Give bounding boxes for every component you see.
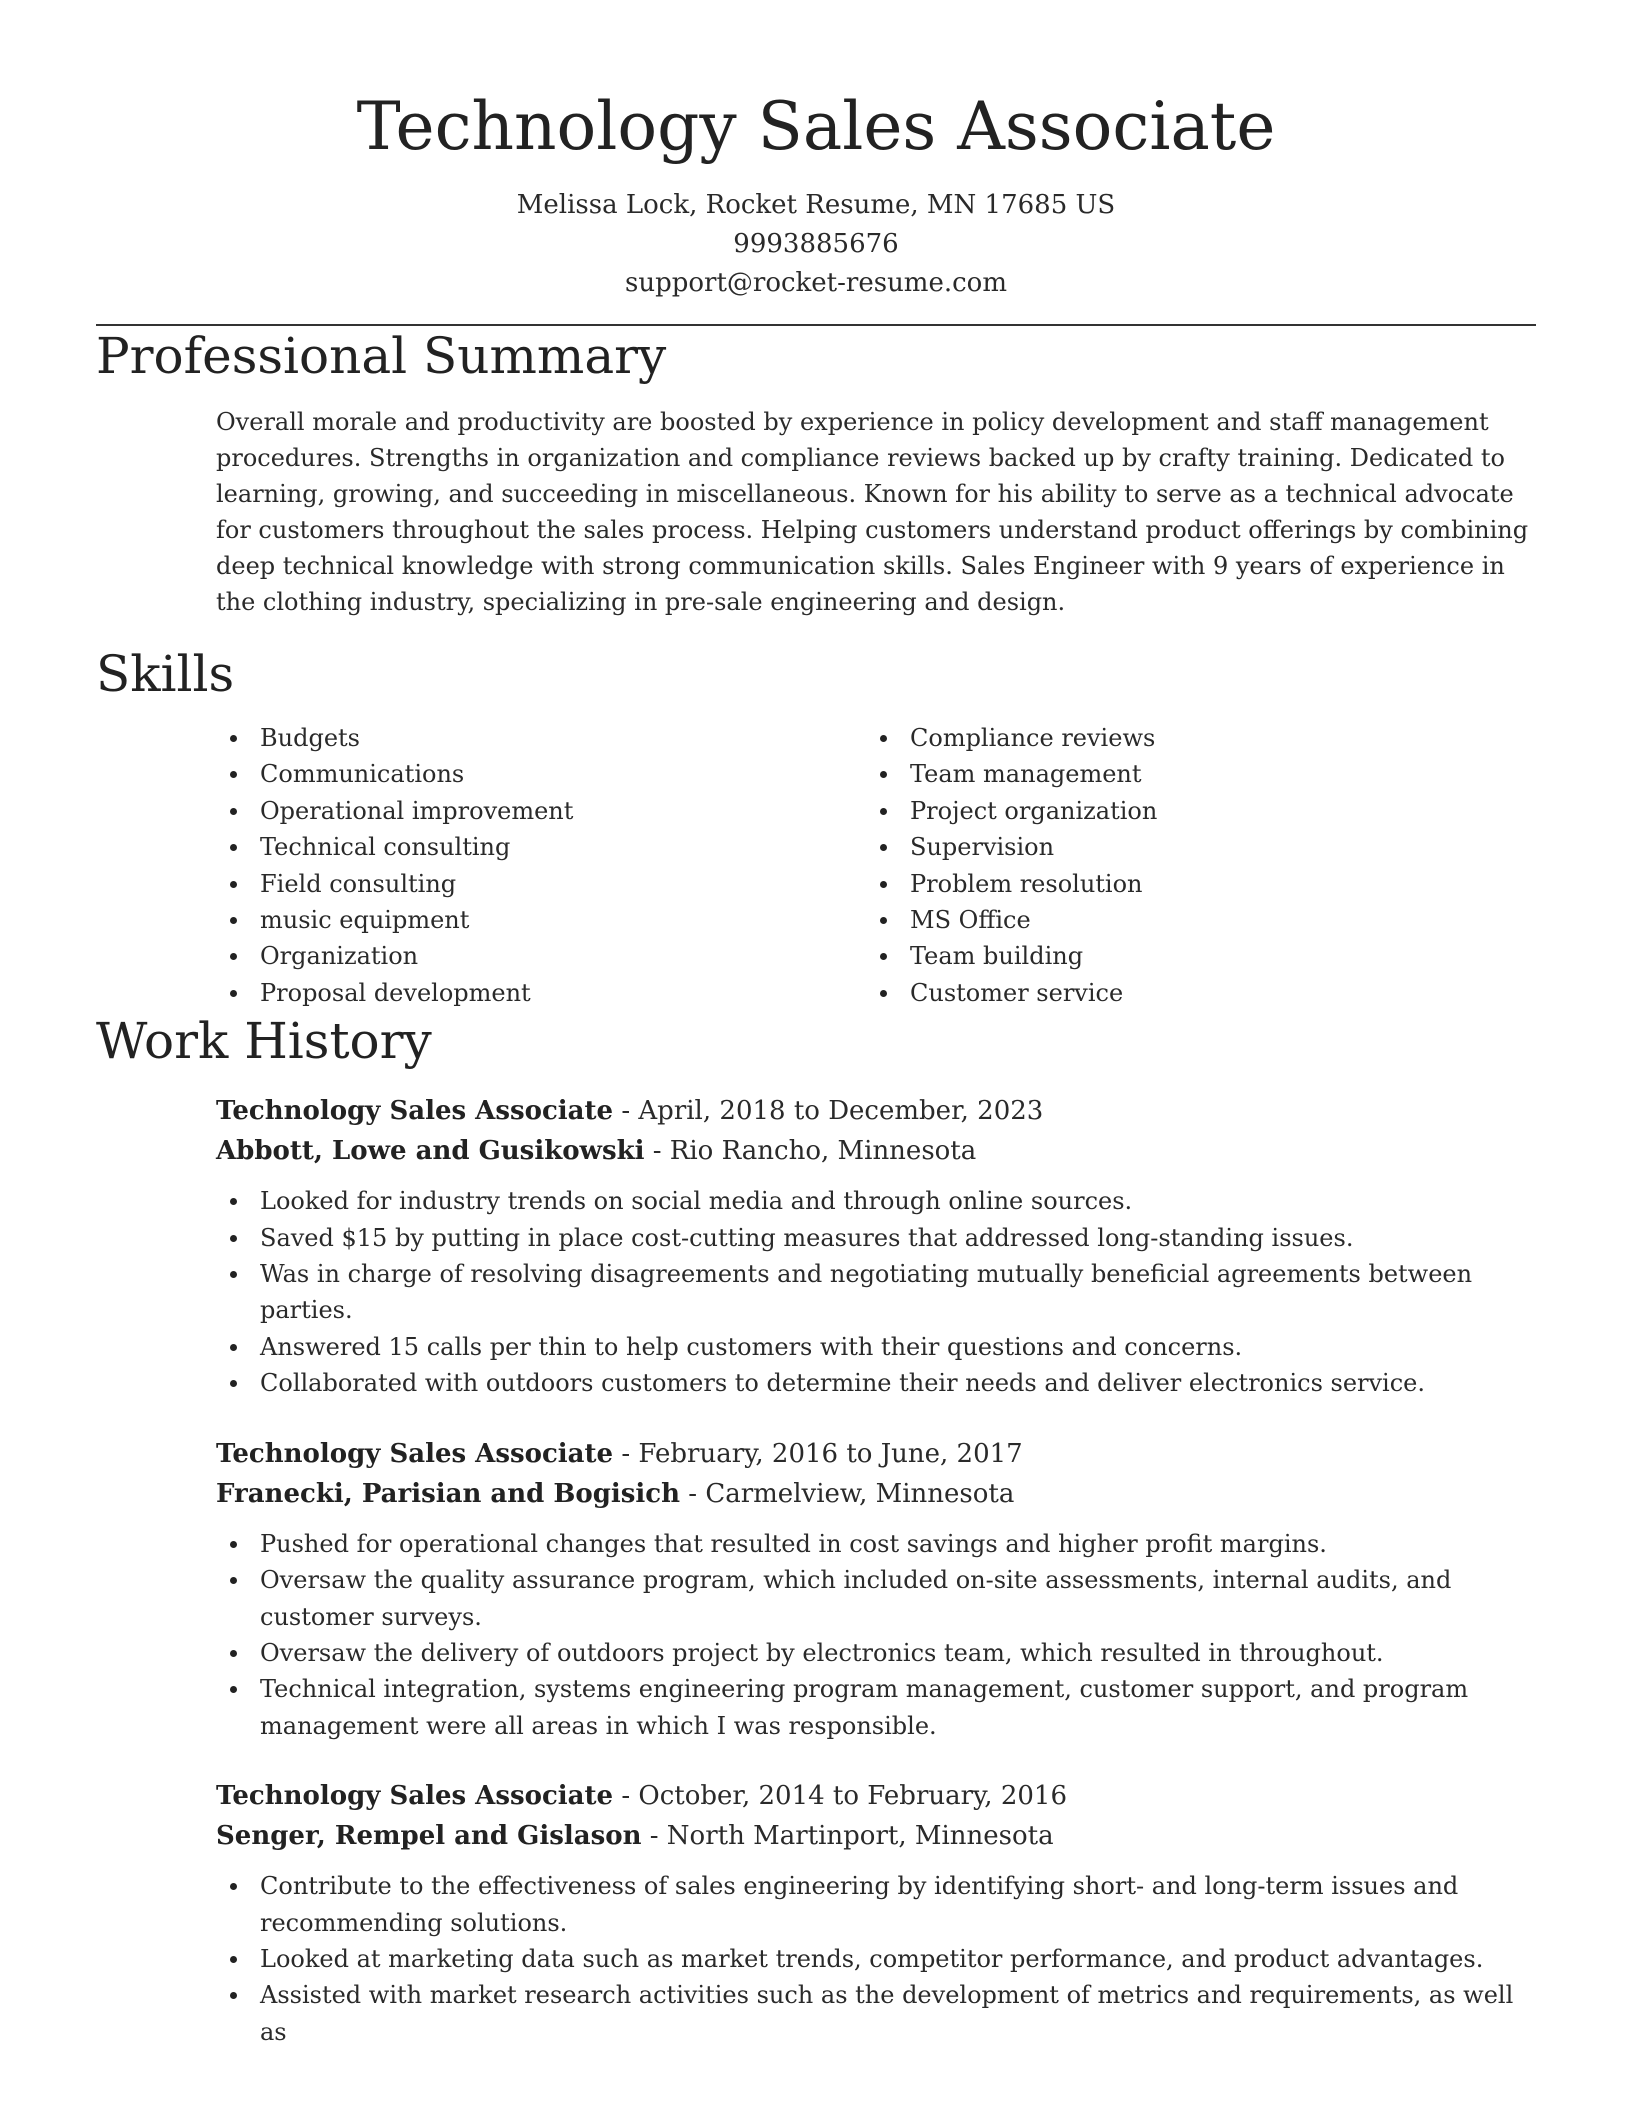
skill-item: Proposal development bbox=[216, 975, 866, 1011]
skill-item: Field consulting bbox=[216, 866, 866, 902]
skill-item: MS Office bbox=[866, 902, 1516, 938]
skill-item: Problem resolution bbox=[866, 866, 1516, 902]
skills-list bbox=[216, 720, 1536, 1011]
job-title: Technology Sales Associate bbox=[216, 1096, 614, 1127]
job-bullet: Oversaw the delivery of outdoors project by electronics team, which resulted in throughout. bbox=[216, 1635, 1536, 1671]
job-title: Technology Sales Associate bbox=[216, 1438, 614, 1469]
job-entry bbox=[216, 1434, 1536, 1744]
job-location: - North Martinport, Minnesota bbox=[641, 1821, 1054, 1852]
skill-item: Supervision bbox=[866, 829, 1516, 865]
skill-item: Project organization bbox=[866, 793, 1516, 829]
job-company-line bbox=[216, 1474, 1536, 1514]
resume-page bbox=[96, 0, 1536, 2050]
job-bullet: Contribute to the effectiveness of sales engineering by identifying short- and long-term issues and recommending solutions. bbox=[216, 1868, 1536, 1941]
job-bullets bbox=[216, 1183, 1536, 1401]
skills-column-right bbox=[866, 720, 1516, 1011]
skill-item: Technical consulting bbox=[216, 829, 866, 865]
contact-address: Melissa Lock, Rocket Resume, MN 17685 US bbox=[516, 190, 1116, 220]
job-company: Abbott, Lowe and Gusikowski bbox=[216, 1136, 645, 1167]
job-dates: - October, 2014 to February, 2016 bbox=[613, 1781, 1067, 1812]
job-bullets bbox=[216, 1868, 1536, 2050]
job-bullet: Oversaw the quality assurance program, which included on-site assessments, internal audits, and customer surveys. bbox=[216, 1562, 1536, 1635]
contact-block bbox=[96, 186, 1536, 303]
job-company: Senger, Rempel and Gislason bbox=[216, 1821, 642, 1852]
job-company: Franecki, Parisian and Bogisich bbox=[216, 1478, 681, 1509]
job-title-line bbox=[216, 1776, 1536, 1816]
skill-item: Operational improvement bbox=[216, 793, 866, 829]
skills-column-left bbox=[216, 720, 866, 1011]
resume-title: Technology Sales Associate bbox=[356, 88, 1276, 165]
job-bullets bbox=[216, 1526, 1536, 1744]
job-bullet: Collaborated with outdoors customers to determine their needs and deliver electronics service. bbox=[216, 1365, 1536, 1401]
job-title: Technology Sales Associate bbox=[216, 1781, 614, 1812]
job-title-line bbox=[216, 1091, 1536, 1131]
summary-heading: Professional Summary bbox=[96, 327, 667, 385]
job-bullet: Pushed for operational changes that resulted in cost savings and higher profit margins. bbox=[216, 1526, 1536, 1562]
skill-item: Customer service bbox=[866, 975, 1516, 1011]
job-bullet: Assisted with market research activities such as the development of metrics and requirements, as well as bbox=[216, 1977, 1536, 2050]
job-entry bbox=[216, 1091, 1536, 1401]
skill-item: Organization bbox=[216, 938, 866, 974]
skill-item: Communications bbox=[216, 756, 866, 792]
skill-item: Compliance reviews bbox=[866, 720, 1516, 756]
contact-email[interactable]: support@rocket-resume.com bbox=[624, 268, 1007, 298]
skills-heading: Skills bbox=[96, 645, 235, 703]
summary-text: Overall morale and productivity are boosted by experience in policy development and staff management procedures. Strengths in organization and compliance reviews backed up by crafty training. Dedicated to learning, growing, and succeeding in miscellaneous. Known for his ability to serve as a technical advocate for customers throughout the sales process. Helping customers understand product offerings by combining deep technical knowledge with strong communication skills. Sales Engineer with 9 years of experience in the clothing industry, specializing in pre-sale engineering and design. bbox=[216, 408, 1529, 616]
skill-item: Team building bbox=[866, 938, 1516, 974]
job-company-line bbox=[216, 1131, 1536, 1171]
job-bullet: Technical integration, systems engineering program management, customer support, and program management were all areas in which I was responsible. bbox=[216, 1671, 1536, 1744]
job-dates: - April, 2018 to December, 2023 bbox=[613, 1096, 1044, 1127]
job-bullet: Answered 15 calls per thin to help customers with their questions and concerns. bbox=[216, 1329, 1536, 1365]
job-company-line bbox=[216, 1816, 1536, 1856]
job-bullet: Was in charge of resolving disagreements and negotiating mutually beneficial agreements between parties. bbox=[216, 1256, 1536, 1329]
skill-item: music equipment bbox=[216, 902, 866, 938]
job-dates: - February, 2016 to June, 2017 bbox=[613, 1438, 1023, 1469]
contact-phone: 9993885676 bbox=[733, 229, 899, 259]
work-history-heading: Work History bbox=[96, 1012, 432, 1071]
job-bullet: Looked for industry trends on social media and through online sources. bbox=[216, 1183, 1536, 1219]
job-title-line bbox=[216, 1434, 1536, 1474]
job-bullet: Looked at marketing data such as market trends, competitor performance, and product advantages. bbox=[216, 1941, 1536, 1977]
skill-item: Team management bbox=[866, 756, 1516, 792]
job-bullet: Saved $15 by putting in place cost-cutting measures that addressed long-standing issues. bbox=[216, 1220, 1536, 1256]
job-location: - Rio Rancho, Minnesota bbox=[644, 1136, 977, 1167]
job-entry bbox=[216, 1776, 1536, 2050]
job-location: - Carmelview, Minnesota bbox=[680, 1478, 1015, 1509]
skill-item: Budgets bbox=[216, 720, 866, 756]
